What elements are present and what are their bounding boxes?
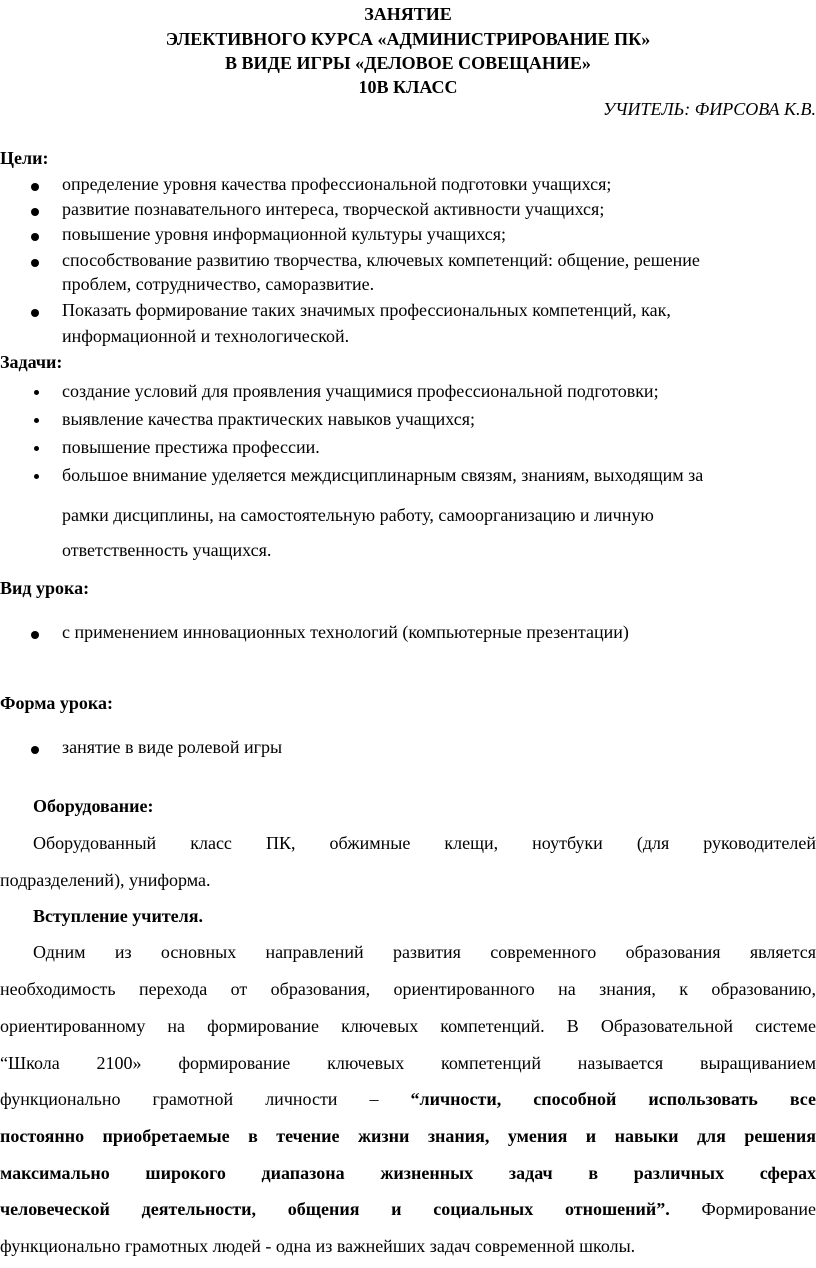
intro-line-8-bold: человеческой деятельности, общения и социальных отношений”. bbox=[0, 1199, 670, 1219]
intro-line-2: необходимость перехода от образования, ориентированного на знания, к образованию, bbox=[0, 979, 816, 999]
equipment-line-1: Оборудованный класс ПК, обжимные клещи, ноутбуки (для руководителей bbox=[33, 833, 816, 853]
bullet-icon bbox=[34, 446, 39, 451]
bullet-icon bbox=[31, 746, 39, 754]
bullet-icon bbox=[31, 259, 39, 267]
bullet-icon bbox=[31, 309, 39, 317]
tasks-item-1: создание условий для проявления учащимися профессиональной подготовки; bbox=[62, 381, 659, 401]
intro-line-4: “Школа 2100» формирование ключевых компетенций называется выращиванием bbox=[0, 1053, 816, 1073]
bullet-icon bbox=[34, 418, 39, 423]
intro-line-9: функционально грамотных людей - одна из важнейших задач современной школы. bbox=[0, 1236, 636, 1256]
goals-item-4: способствование развитию творчества, ключевых компетенций: общение, решение bbox=[62, 250, 700, 270]
lesson-type-item: с применением инновационных технологий (компьютерные презентации) bbox=[62, 622, 629, 642]
tasks-item-3: повышение престижа профессии. bbox=[62, 437, 320, 457]
intro-line-5 bbox=[0, 1089, 816, 1110]
bullet-icon bbox=[31, 233, 39, 241]
equipment-heading: Оборудование: bbox=[33, 796, 154, 816]
tasks-item-4-cont-1: рамки дисциплины, на самостоятельную работу, самоорганизацию и личную bbox=[62, 505, 654, 525]
intro-line-8-plain: Формирование bbox=[701, 1199, 816, 1219]
lesson-type-heading: Вид урока: bbox=[0, 578, 90, 598]
intro-heading: Вступление учителя. bbox=[33, 906, 203, 926]
goals-item-3: повышение уровня информационной культуры учащихся; bbox=[62, 224, 507, 244]
tasks-item-4: большое внимание уделяется междисциплинарным связям, знаниям, выходящим за bbox=[62, 465, 704, 485]
goals-item-5: Показать формирование таких значимых профессиональных компетенций, как, bbox=[62, 300, 671, 320]
goals-item-2: развитие познавательного интереса, творческой активности учащихся; bbox=[62, 199, 605, 219]
equipment-line-2: подразделений), униформа. bbox=[0, 870, 211, 890]
intro-line-5-plain: функционально грамотной личности – bbox=[0, 1089, 379, 1109]
tasks-item-2: выявление качества практических навыков учащихся; bbox=[62, 409, 476, 429]
bullet-icon bbox=[31, 183, 39, 191]
title-line-2: ЭЛЕКТИВНОГО КУРСА «АДМИНИСТРИРОВАНИЕ ПК» bbox=[165, 29, 651, 49]
intro-line-7: максимально широкого диапазона жизненных задач в различных сферах bbox=[0, 1163, 816, 1183]
lesson-form-heading: Форма урока: bbox=[0, 693, 113, 713]
bullet-icon bbox=[34, 390, 39, 395]
intro-line-5-bold: “личности, способной использовать все bbox=[410, 1089, 816, 1109]
goals-item-5-cont: информационной и технологической. bbox=[62, 326, 350, 346]
intro-line-8 bbox=[0, 1199, 816, 1220]
goals-item-4-cont: проблем, сотрудничество, саморазвитие. bbox=[62, 274, 375, 294]
goals-heading: Цели: bbox=[0, 148, 49, 168]
intro-line-1: Одним из основных направлений развития современного образования является bbox=[33, 942, 816, 962]
teacher-name: УЧИТЕЛЬ: ФИРСОВА К.В. bbox=[602, 99, 816, 119]
title-line-1: ЗАНЯТИЕ bbox=[364, 4, 452, 24]
bullet-icon bbox=[34, 474, 39, 479]
tasks-item-4-cont-2: ответственность учащихся. bbox=[62, 540, 272, 560]
intro-line-6: постоянно приобретаемые в течение жизни знания, умения и навыки для решения bbox=[0, 1126, 816, 1146]
title-line-4: 10В КЛАСС bbox=[358, 77, 458, 97]
bullet-icon bbox=[31, 631, 39, 639]
intro-line-3: ориентированному на формирование ключевых компетенций. В Образовательной системе bbox=[0, 1016, 816, 1036]
title-line-3: В ВИДЕ ИГРЫ «ДЕЛОВОЕ СОВЕЩАНИЕ» bbox=[225, 53, 591, 73]
lesson-form-item: занятие в виде ролевой игры bbox=[62, 737, 283, 757]
tasks-heading: Задачи: bbox=[0, 352, 63, 372]
bullet-icon bbox=[31, 208, 39, 216]
goals-item-1: определение уровня качества профессиональной подготовки учащихся; bbox=[62, 174, 612, 194]
